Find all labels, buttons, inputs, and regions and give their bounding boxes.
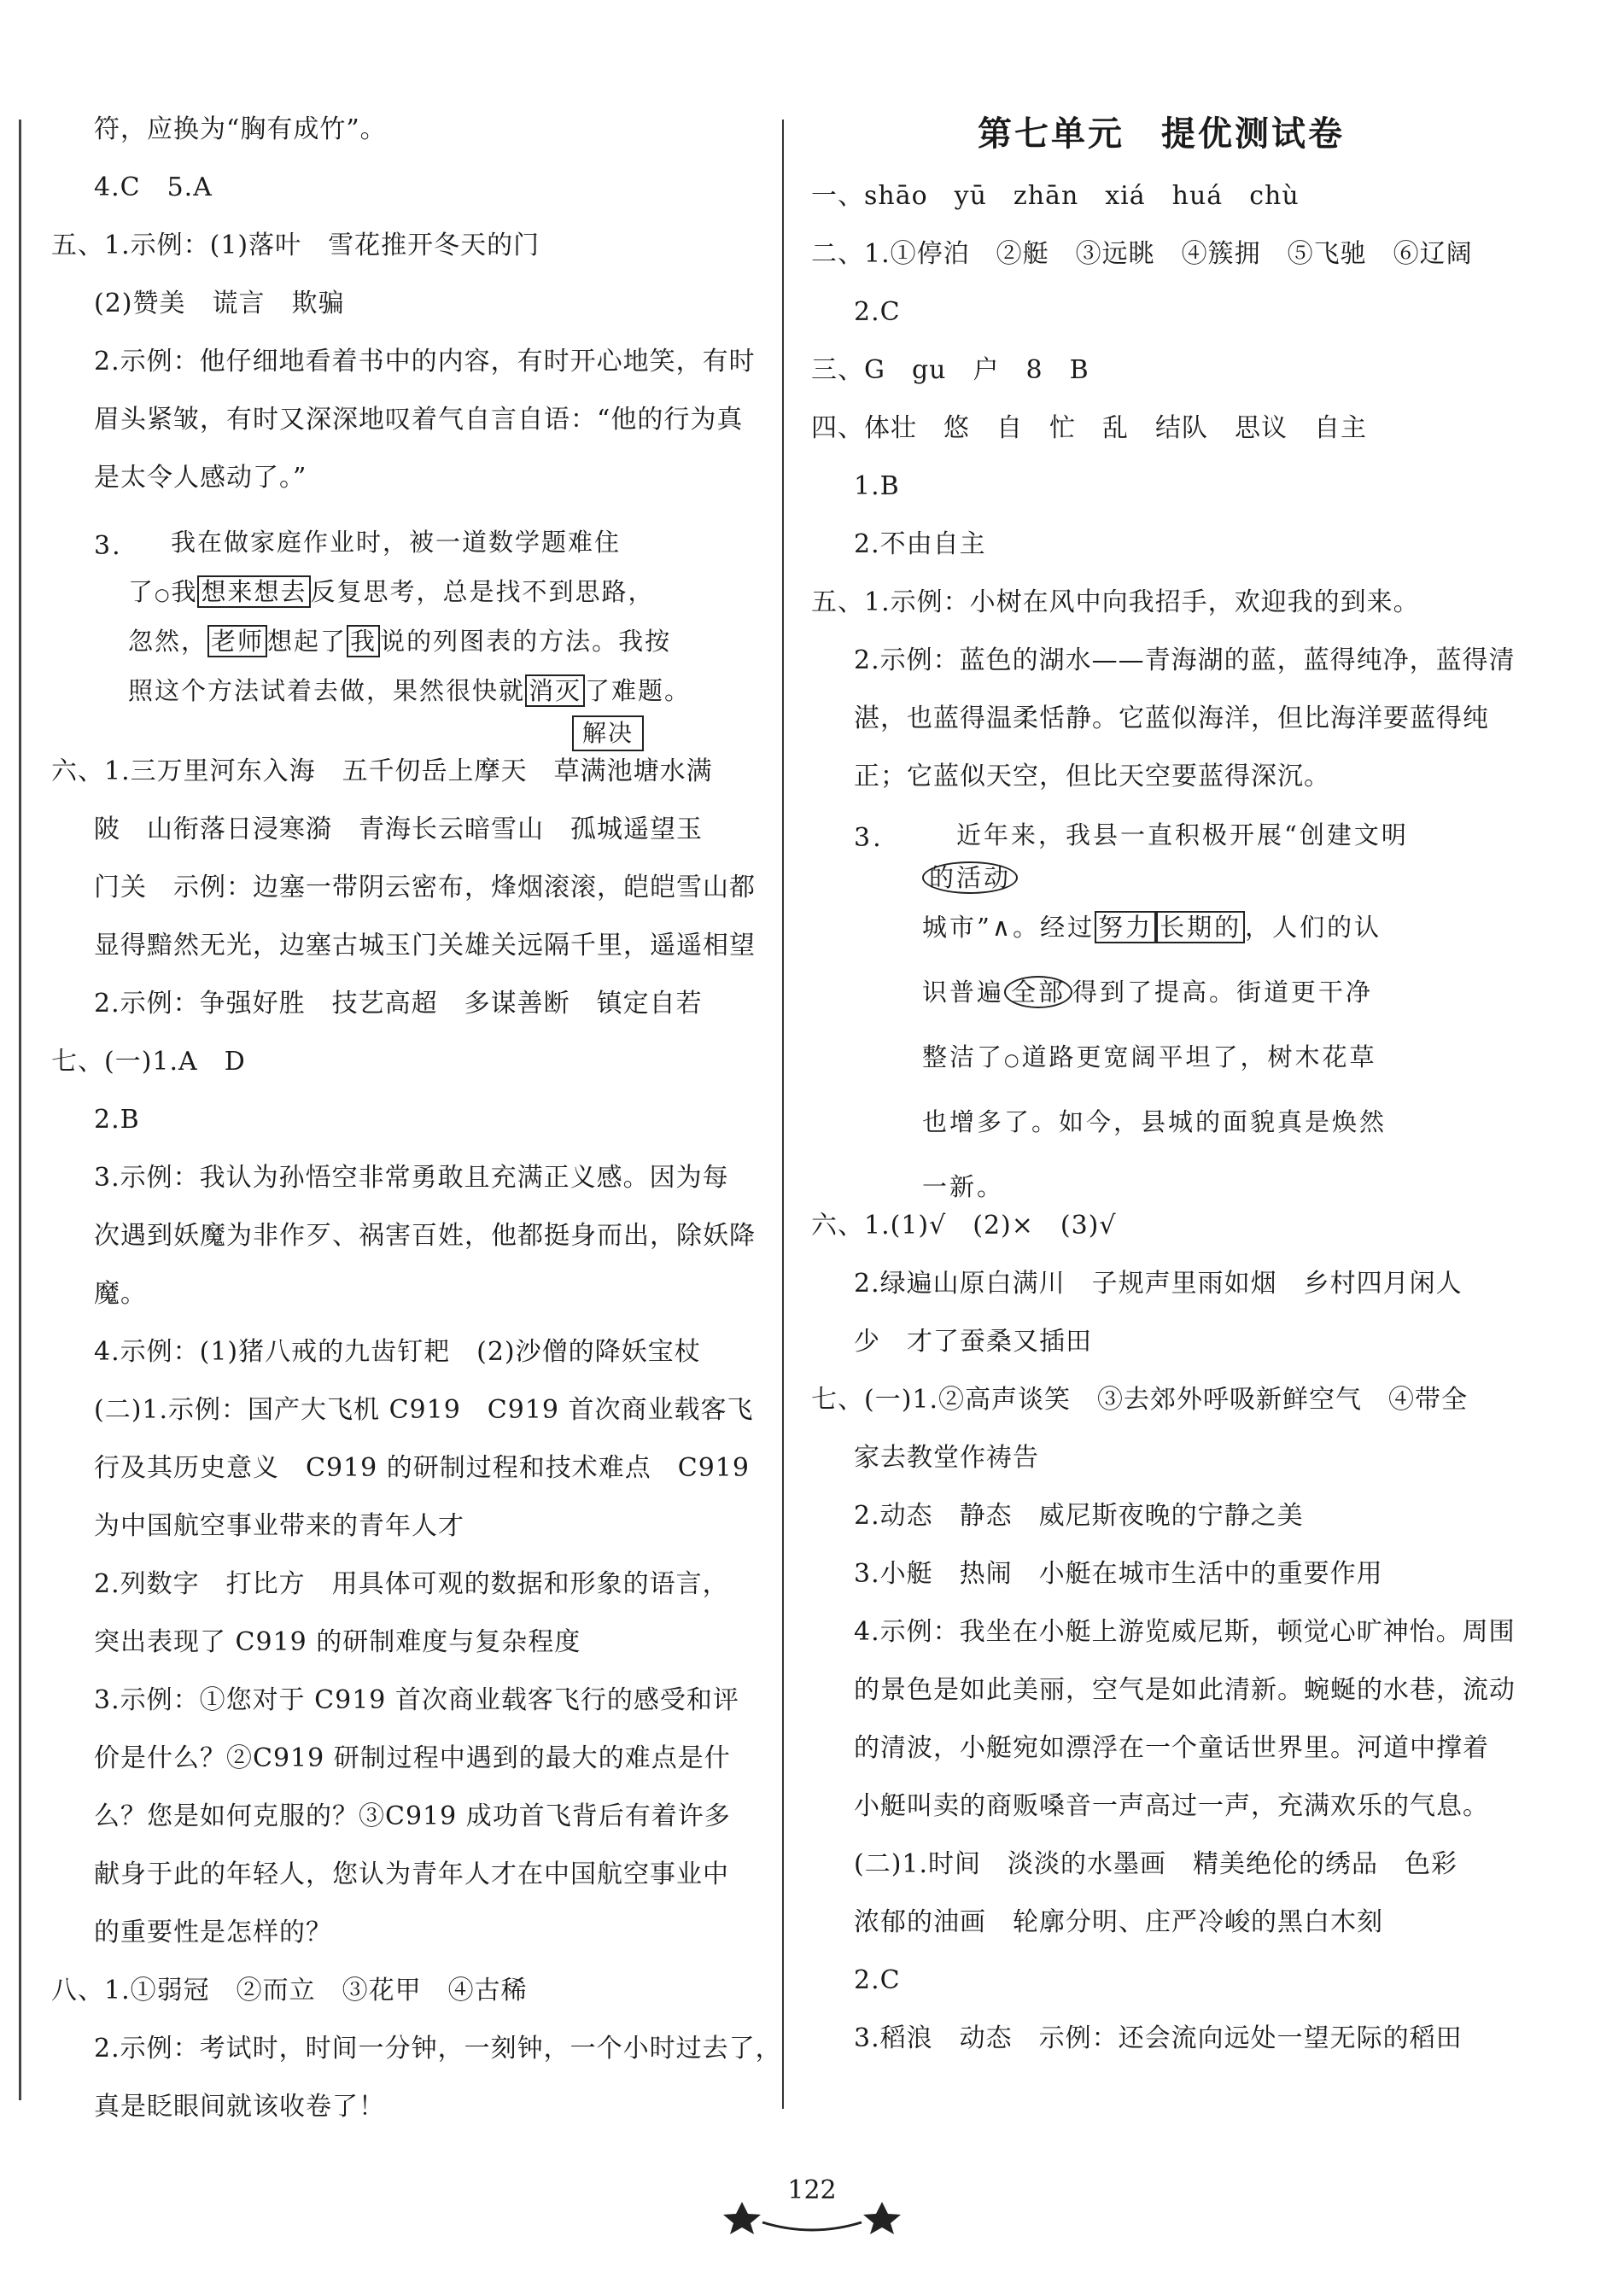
answer-line: 么？您是如何克服的？③C919 成功首飞背后有着许多 — [94, 1801, 731, 1831]
right-editing-exercise — [854, 809, 1469, 1201]
edit-text: 得到了提高。街道更干净 — [1072, 978, 1374, 1007]
answer-line: 四、体壮 悠 自 忙 乱 结队 思议 自主 — [811, 413, 1367, 443]
answer-line: 少 才了蚕桑又插田 — [854, 1327, 1092, 1357]
answer-line: (2)赞美 谎言 欺骗 — [94, 289, 345, 318]
answer-line: 的重要性是怎样的？ — [94, 1918, 332, 1947]
edit-number: 3. — [94, 531, 122, 561]
answer-line: 3.示例：①您对于 C919 首次商业载客飞行的感受和评 — [94, 1685, 739, 1715]
edit-text: 一新。 — [922, 1172, 1005, 1201]
edit-text: 了 — [128, 577, 155, 606]
answer-line: 湛，也蓝得温柔恬静。它蓝似海洋，但比海洋要蓝得纯 — [854, 703, 1489, 733]
edit-text: ，人们的认 — [1245, 913, 1382, 942]
edit-text: 识普遍 — [922, 978, 1005, 1007]
edit-text: 整洁了 — [922, 1042, 1005, 1071]
edit-line — [854, 960, 1469, 1025]
answer-line: 七、(一)1.A D — [51, 1047, 246, 1077]
answer-line: 门关 示例：边塞一带阴云密布，烽烟滚滚，皑皑雪山都 — [94, 873, 756, 902]
page-number: 122 — [787, 2175, 837, 2205]
answer-line: 七、(一)1.②高声谈笑 ③去郊外呼吸新鲜空气 ④带全 — [811, 1385, 1469, 1415]
boxed-word: 想来想去 — [197, 575, 310, 608]
edit-line — [854, 1154, 1469, 1219]
edit-line — [854, 895, 1469, 960]
answer-line: (二)1.时间 淡淡的水墨画 精美绝伦的绣品 色彩 — [854, 1849, 1458, 1879]
answer-line: 2.绿遍山原白满川 子规声里雨如烟 乡村四月闲人 — [854, 1269, 1463, 1299]
answer-line: 浓郁的油画 轮廓分明、庄严冷峻的黑白木刻 — [854, 1907, 1383, 1937]
answer-line: 4.示例：(1)猪八戒的九齿钉耙 (2)沙僧的降妖宝杖 — [94, 1337, 701, 1367]
circled-insert: 的活动 — [922, 861, 1018, 894]
edit-line — [94, 567, 692, 616]
answer-line: 2.示例：蓝色的湖水——青海湖的蓝，蓝得纯净，蓝得清 — [854, 645, 1516, 675]
page-footer — [0, 2175, 1624, 2234]
edit-text: 照这个方法试着去做，果然很快就 — [128, 676, 526, 705]
answer-line: 2.不由自主 — [854, 529, 986, 559]
answer-line: 五、1.示例：(1)落叶 雪花推开冬天的门 — [51, 231, 540, 260]
answer-line: 小艇叫卖的商贩嗓音一声高过一声，充满欢乐的气息。 — [854, 1791, 1489, 1821]
edit-text: 。经过 — [1013, 913, 1095, 942]
edit-line — [94, 616, 692, 666]
answer-line: 行及其历史意义 C919 的研制过程和技术难点 C919 — [94, 1453, 750, 1483]
answer-line: 五、1.示例：小树在风中向我招手，欢迎我的到来。 — [811, 587, 1420, 617]
answer-line: 眉头紧皱，有时又深深地叹着气自言自语：“他的行为真 — [94, 405, 744, 435]
left-editing-exercise — [94, 517, 692, 747]
answer-line: 1.B — [854, 471, 900, 501]
answer-line: 突出表现了 C919 的研制难度与复杂程度 — [94, 1627, 581, 1657]
answer-line: 2.列数字 打比方 用具体可观的数据和形象的语言， — [94, 1569, 729, 1599]
insert-caret-icon: ∧ — [991, 913, 1014, 942]
answer-line: 次遇到妖魔为非作歹、祸害百姓，他都挺身而出，除妖降 — [94, 1221, 756, 1251]
answer-line: 三、G gu 户 8 B — [811, 355, 1089, 385]
answer-line: 价是什么？②C919 研制过程中遇到的最大的难点是什 — [94, 1743, 731, 1773]
edit-line — [854, 809, 1469, 861]
left-column — [51, 101, 782, 2136]
edit-text: 说的列图表的方法。我按 — [380, 627, 672, 656]
edit-text: 反复思考，总是找不到思路， — [310, 577, 655, 606]
boxed-word: 我 — [347, 625, 380, 657]
answer-line: 的清波，小艇宛如漂浮在一个童话世界里。河道中撑着 — [854, 1733, 1489, 1763]
answer-line: 3.稻浪 动态 示例：还会流向远处一望无际的稻田 — [854, 2023, 1463, 2053]
answer-line: 八、1.①弱冠 ②而立 ③花甲 ④古稀 — [51, 1976, 528, 2005]
answer-line: 陂 山衔落日浸寒漪 青海长云暗雪山 孤城遥望玉 — [94, 814, 703, 844]
edit-line — [94, 517, 692, 567]
answer-line: 3.示例：我认为孙悟空非常勇敢且充满正义感。因为每 — [94, 1163, 729, 1193]
answer-line: 4.C 5.A — [94, 172, 213, 202]
boxed-word: 长期的 — [1156, 911, 1245, 943]
binding-edge-line — [19, 120, 21, 2100]
boxed-word: 消灭 — [525, 674, 585, 707]
boxed-word: 努力 — [1095, 911, 1156, 943]
answer-line: 4.示例：我坐在小艇上游览威尼斯，顿觉心旷神怡。周围 — [854, 1617, 1516, 1647]
replacement-word: 解决 — [572, 715, 644, 751]
right-answer-lines — [811, 167, 1516, 806]
correction-row — [94, 715, 692, 750]
answer-line: 正；它蓝似天空，但比天空要蓝得深沉。 — [854, 762, 1330, 791]
answer-line: 六、1.(1)√ (2)× (3)√ — [811, 1211, 1117, 1241]
insert-mark-icon: ○ — [1004, 1049, 1022, 1070]
edit-line — [854, 861, 1469, 895]
edit-number: 3. — [854, 823, 884, 853]
answer-line: 魔。 — [94, 1279, 147, 1309]
right-column — [811, 101, 1516, 2068]
star-ornament-icon — [718, 2200, 906, 2234]
circled-word: 全部 — [1004, 976, 1072, 1008]
section-title: 第七单元 提优测试卷 — [978, 114, 1345, 154]
boxed-word: 老师 — [207, 625, 267, 657]
edit-text: 忽然， — [128, 627, 208, 656]
answer-line: (二)1.示例：国产大飞机 C919 C919 首次商业载客飞 — [94, 1395, 754, 1425]
answer-line: 献身于此的年轻人，您认为青年人才在中国航空事业中 — [94, 1859, 729, 1889]
answer-line: 显得黯然无光，边塞古城玉门关雄关远隔千里，遥遥相望 — [94, 931, 756, 960]
edit-text: 也增多了。如今，县城的面貌真是焕然 — [922, 1107, 1387, 1136]
edit-text: 想起了 — [267, 627, 348, 656]
answer-line: 真是眨眼间就该收卷了！ — [94, 2092, 385, 2122]
edit-text: 城市” — [922, 913, 992, 942]
answer-line: 2.C — [854, 297, 901, 327]
edit-text: 了难题。 — [585, 676, 692, 705]
answer-line: 家去教堂作祷告 — [854, 1443, 1039, 1473]
left-answer-lines — [51, 101, 756, 507]
answer-line: 2.示例：他仔细地看着书中的内容，有时开心地笑，有时 — [94, 347, 756, 377]
edit-text: 我在做家庭作业时，被一道数学题难住 — [171, 528, 622, 557]
answer-line: 六、1.三万里河东入海 五千仞岳上摩天 草满池塘水满 — [51, 756, 713, 786]
answer-line: 2.动态 静态 威尼斯夜晚的宁静之美 — [854, 1501, 1304, 1531]
answer-line: 2.C — [854, 1965, 901, 1995]
right-answer-lines-2 — [811, 1197, 1516, 2068]
edit-text: 近年来，我县一直积极开展“创建文明 — [956, 820, 1409, 849]
answer-line: 2.B — [94, 1105, 140, 1135]
column-divider — [782, 120, 784, 2109]
answer-line: 的景色是如此美丽，空气是如此清新。蜿蜒的水巷，流动 — [854, 1675, 1516, 1705]
answer-line: 是太令人感动了。” — [94, 463, 307, 493]
insert-mark-icon: ○ — [155, 584, 172, 604]
edit-line — [854, 1089, 1469, 1154]
answer-line: 2.示例：争强好胜 技艺高超 多谋善断 镇定自若 — [94, 989, 703, 1019]
answer-line: 2.示例：考试时，时间一分钟，一刻钟，一个小时过去了， — [94, 2034, 782, 2064]
answer-line: 3.小艇 热闹 小艇在城市生活中的重要作用 — [854, 1559, 1383, 1589]
left-answer-lines-2 — [51, 743, 782, 2136]
answer-line: 符，应换为“胸有成竹”。 — [94, 114, 387, 144]
edit-text: 我 — [171, 577, 198, 606]
answer-line: 二、1.①停泊 ②艇 ③远眺 ④簇拥 ⑤飞驰 ⑥辽阔 — [811, 239, 1473, 269]
answer-line: 一、shāo yū zhān xiá huá chù — [811, 181, 1300, 211]
answer-line: 为中国航空事业带来的青年人才 — [94, 1511, 464, 1541]
edit-text: 道路更宽阔平坦了，树木花草 — [1021, 1042, 1377, 1071]
edit-line — [94, 666, 692, 715]
edit-line — [854, 1025, 1469, 1089]
